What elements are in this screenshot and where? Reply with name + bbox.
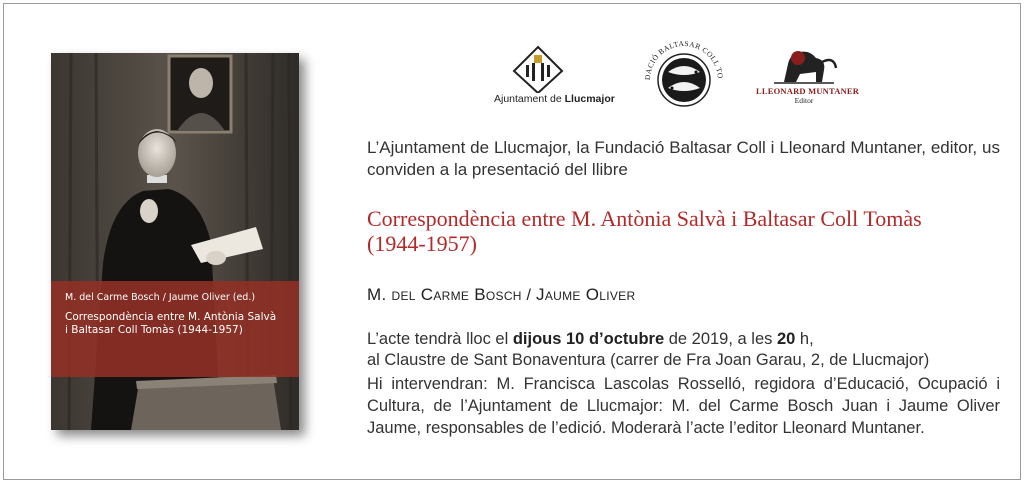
event-date-mid: de 2019, a les: [664, 330, 777, 348]
author1-name: Carme Bosch: [420, 285, 522, 304]
event-place: al Claustre de Sant Bonaventura (carrer de Fra Joan Garau, 2, de Llucmajor): [367, 351, 930, 369]
book-authors: M. del Carme Bosch / Jaume Oliver (ed.): [65, 292, 256, 303]
book-title-band: [51, 281, 299, 377]
fundacio-seal-icon: [638, 36, 730, 110]
event-date: dijous 10 d’octubre: [512, 330, 665, 348]
event-date-line: [367, 329, 1000, 350]
invitation-intro: L’Ajuntament de Llucmajor, la Fundació Baltasar Coll i Lleonard Muntaner, editor, us conviden a la presentació del llibre: [367, 138, 1000, 179]
coat-of-arms-icon: [490, 45, 586, 93]
book-title-heading: [367, 206, 1000, 256]
event-details: [367, 329, 1000, 371]
book-title-heading-line-2: (1944-1957): [367, 231, 477, 256]
event-hour: 20: [776, 330, 796, 348]
lleonard-logo-sub: Editor: [794, 96, 814, 105]
event-date-pre: L’acte tendrà lloc el: [367, 330, 513, 348]
author1-prefix: M. del: [367, 285, 421, 304]
book-authors-heading: [367, 285, 1000, 305]
ajuntament-llucmajor-logo: [490, 45, 615, 111]
event-date-post: h,: [795, 330, 814, 348]
lleonard-muntaner-logo: [756, 46, 860, 110]
fundacio-baltasar-coll-logo: [638, 36, 730, 110]
book-title-line-2: i Baltasar Coll Tomàs (1944-1957): [65, 324, 243, 336]
ajuntament-caption-town: Llucmajor: [564, 93, 615, 105]
book-title-line-1: Correspondència entre M. Antònia Salvà: [65, 311, 277, 323]
book-title-heading-line-1: Correspondència entre M. Antònia Salvà i Baltasar Coll Tomàs: [367, 206, 922, 231]
author2-name: Jaume Oliver: [536, 285, 636, 304]
author-separator: /: [521, 287, 537, 304]
ajuntament-logo-caption: [494, 93, 615, 105]
fundacio-seal-text: DACIÓ BALTASAR COLL TO: [642, 38, 726, 81]
ajuntament-caption-prefix: Ajuntament de: [494, 93, 565, 105]
lleonard-logo-name: LLEONARD MUNTANER: [756, 86, 860, 96]
book-cover: [51, 53, 299, 430]
lion-icon: [756, 46, 852, 86]
event-speakers: Hi intervendran: M. Francisca Lascolas Rosselló, regidora d’Educació, Ocupació i Cultura, de l’Ajuntament de Llucmajor: M. del Carme Bosch Juan i Jaume Oliver Jaume, responsables de l’edició. Moderarà l’acte l’editor Lleonard Muntaner.: [367, 375, 1000, 437]
